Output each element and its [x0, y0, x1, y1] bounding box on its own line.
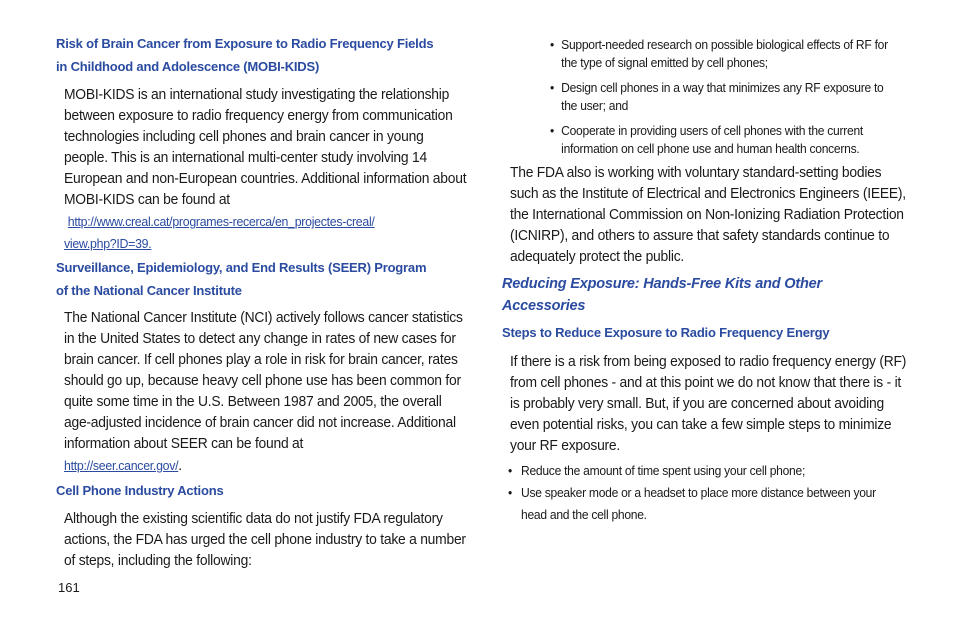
heading-reducing-exposure-line2: Accessories — [502, 298, 586, 314]
bullet-text: Use speaker mode or a headset to place more distance between your head and the cell phone. — [521, 485, 876, 522]
heading-steps-reduce: Steps to Reduce Exposure to Radio Frequency Energy — [502, 325, 830, 340]
heading-seer — [56, 257, 476, 302]
mobi-kids-link-line1[interactable]: http://www.creal.cat/programes-recerca/en_projectes-creal/ — [67, 214, 375, 229]
seer-link-period: . — [178, 458, 182, 474]
page-number: 161 — [58, 580, 80, 595]
bullet-icon: • — [550, 37, 554, 52]
industry-paragraph: Although the existing scientific data do not justify FDA regulatory actions, the FDA has urged the cell phone industry to take a number of steps, including the following: — [64, 511, 466, 569]
bullet-text: Support-needed research on possible biological effects of RF for the type of signal emitted by cell phones; — [561, 37, 888, 70]
seer-text: The National Cancer Institute (NCI) actively follows cancer statistics in the United States to detect any change in rates of new cases for brain cancer. If cell phones play a role in risk for brain cancer, rates should go up, because heavy cell phone use has been common for quite some time in the U.S. Between 1987 and 2005, the overall age-adjusted incidence of brain cancer did not increase. Additional information about SEER can be found at — [64, 310, 463, 452]
fda-standards-paragraph: The FDA also is working with voluntary standard-setting bodies such as the Institute of Electrical and Electronics Engineers (IEEE), the International Commission on Non-Ionizing Radiation Protection (ICNIRP), and others to assure that safety standards continue to adequately protect the public. — [510, 165, 906, 265]
bullet-icon: • — [508, 463, 512, 478]
mobi-kids-text: MOBI-KIDS is an international study investigating the relationship between exposure to radio frequency energy from communication technologies including cell phones and brain cancer in young people. This is an international multi-center study involving 14 European and non-European countries. Additional information about MOBI-KIDS can be found at — [64, 87, 467, 208]
bullet-icon: • — [550, 80, 554, 95]
heading-reducing-exposure-line1: Reducing Exposure: Hands-Free Kits and Other — [502, 276, 822, 292]
heading-industry-actions: Cell Phone Industry Actions — [56, 483, 224, 498]
seer-paragraph — [64, 308, 467, 477]
bullet-text: Cooperate in providing users of cell phones with the current information on cell phone use and human health concerns. — [561, 123, 863, 156]
mobi-kids-link-line2[interactable]: view.php?ID=39. — [64, 236, 152, 251]
heading-reducing-exposure — [502, 273, 922, 317]
bullet-icon: • — [550, 123, 554, 138]
heading-mobi-kids — [56, 33, 476, 78]
bullet-icon: • — [508, 485, 512, 500]
heading-seer-line1: Surveillance, Epidemiology, and End Results (SEER) Program — [56, 260, 427, 275]
bullet-text: Reduce the amount of time spent using your cell phone; — [521, 463, 806, 478]
bullet-text: Design cell phones in a way that minimizes any RF exposure to the user; and — [561, 80, 884, 113]
heading-mobi-kids-line1: Risk of Brain Cancer from Exposure to Radio Frequency Fields — [56, 36, 434, 51]
steps-paragraph: If there is a risk from being exposed to radio frequency energy (RF) from cell phones - and at this point we do not know that there is - it is probably very small. But, if you are concerned about avoiding even potential risks, you can take a few simple steps to minimize your RF exposure. — [510, 354, 907, 454]
seer-link[interactable]: http://seer.cancer.gov/ — [64, 458, 179, 473]
mobi-kids-paragraph — [64, 85, 467, 255]
heading-mobi-kids-line2: in Childhood and Adolescence (MOBI-KIDS) — [56, 58, 320, 74]
heading-seer-line2: of the National Cancer Institute — [56, 282, 242, 298]
